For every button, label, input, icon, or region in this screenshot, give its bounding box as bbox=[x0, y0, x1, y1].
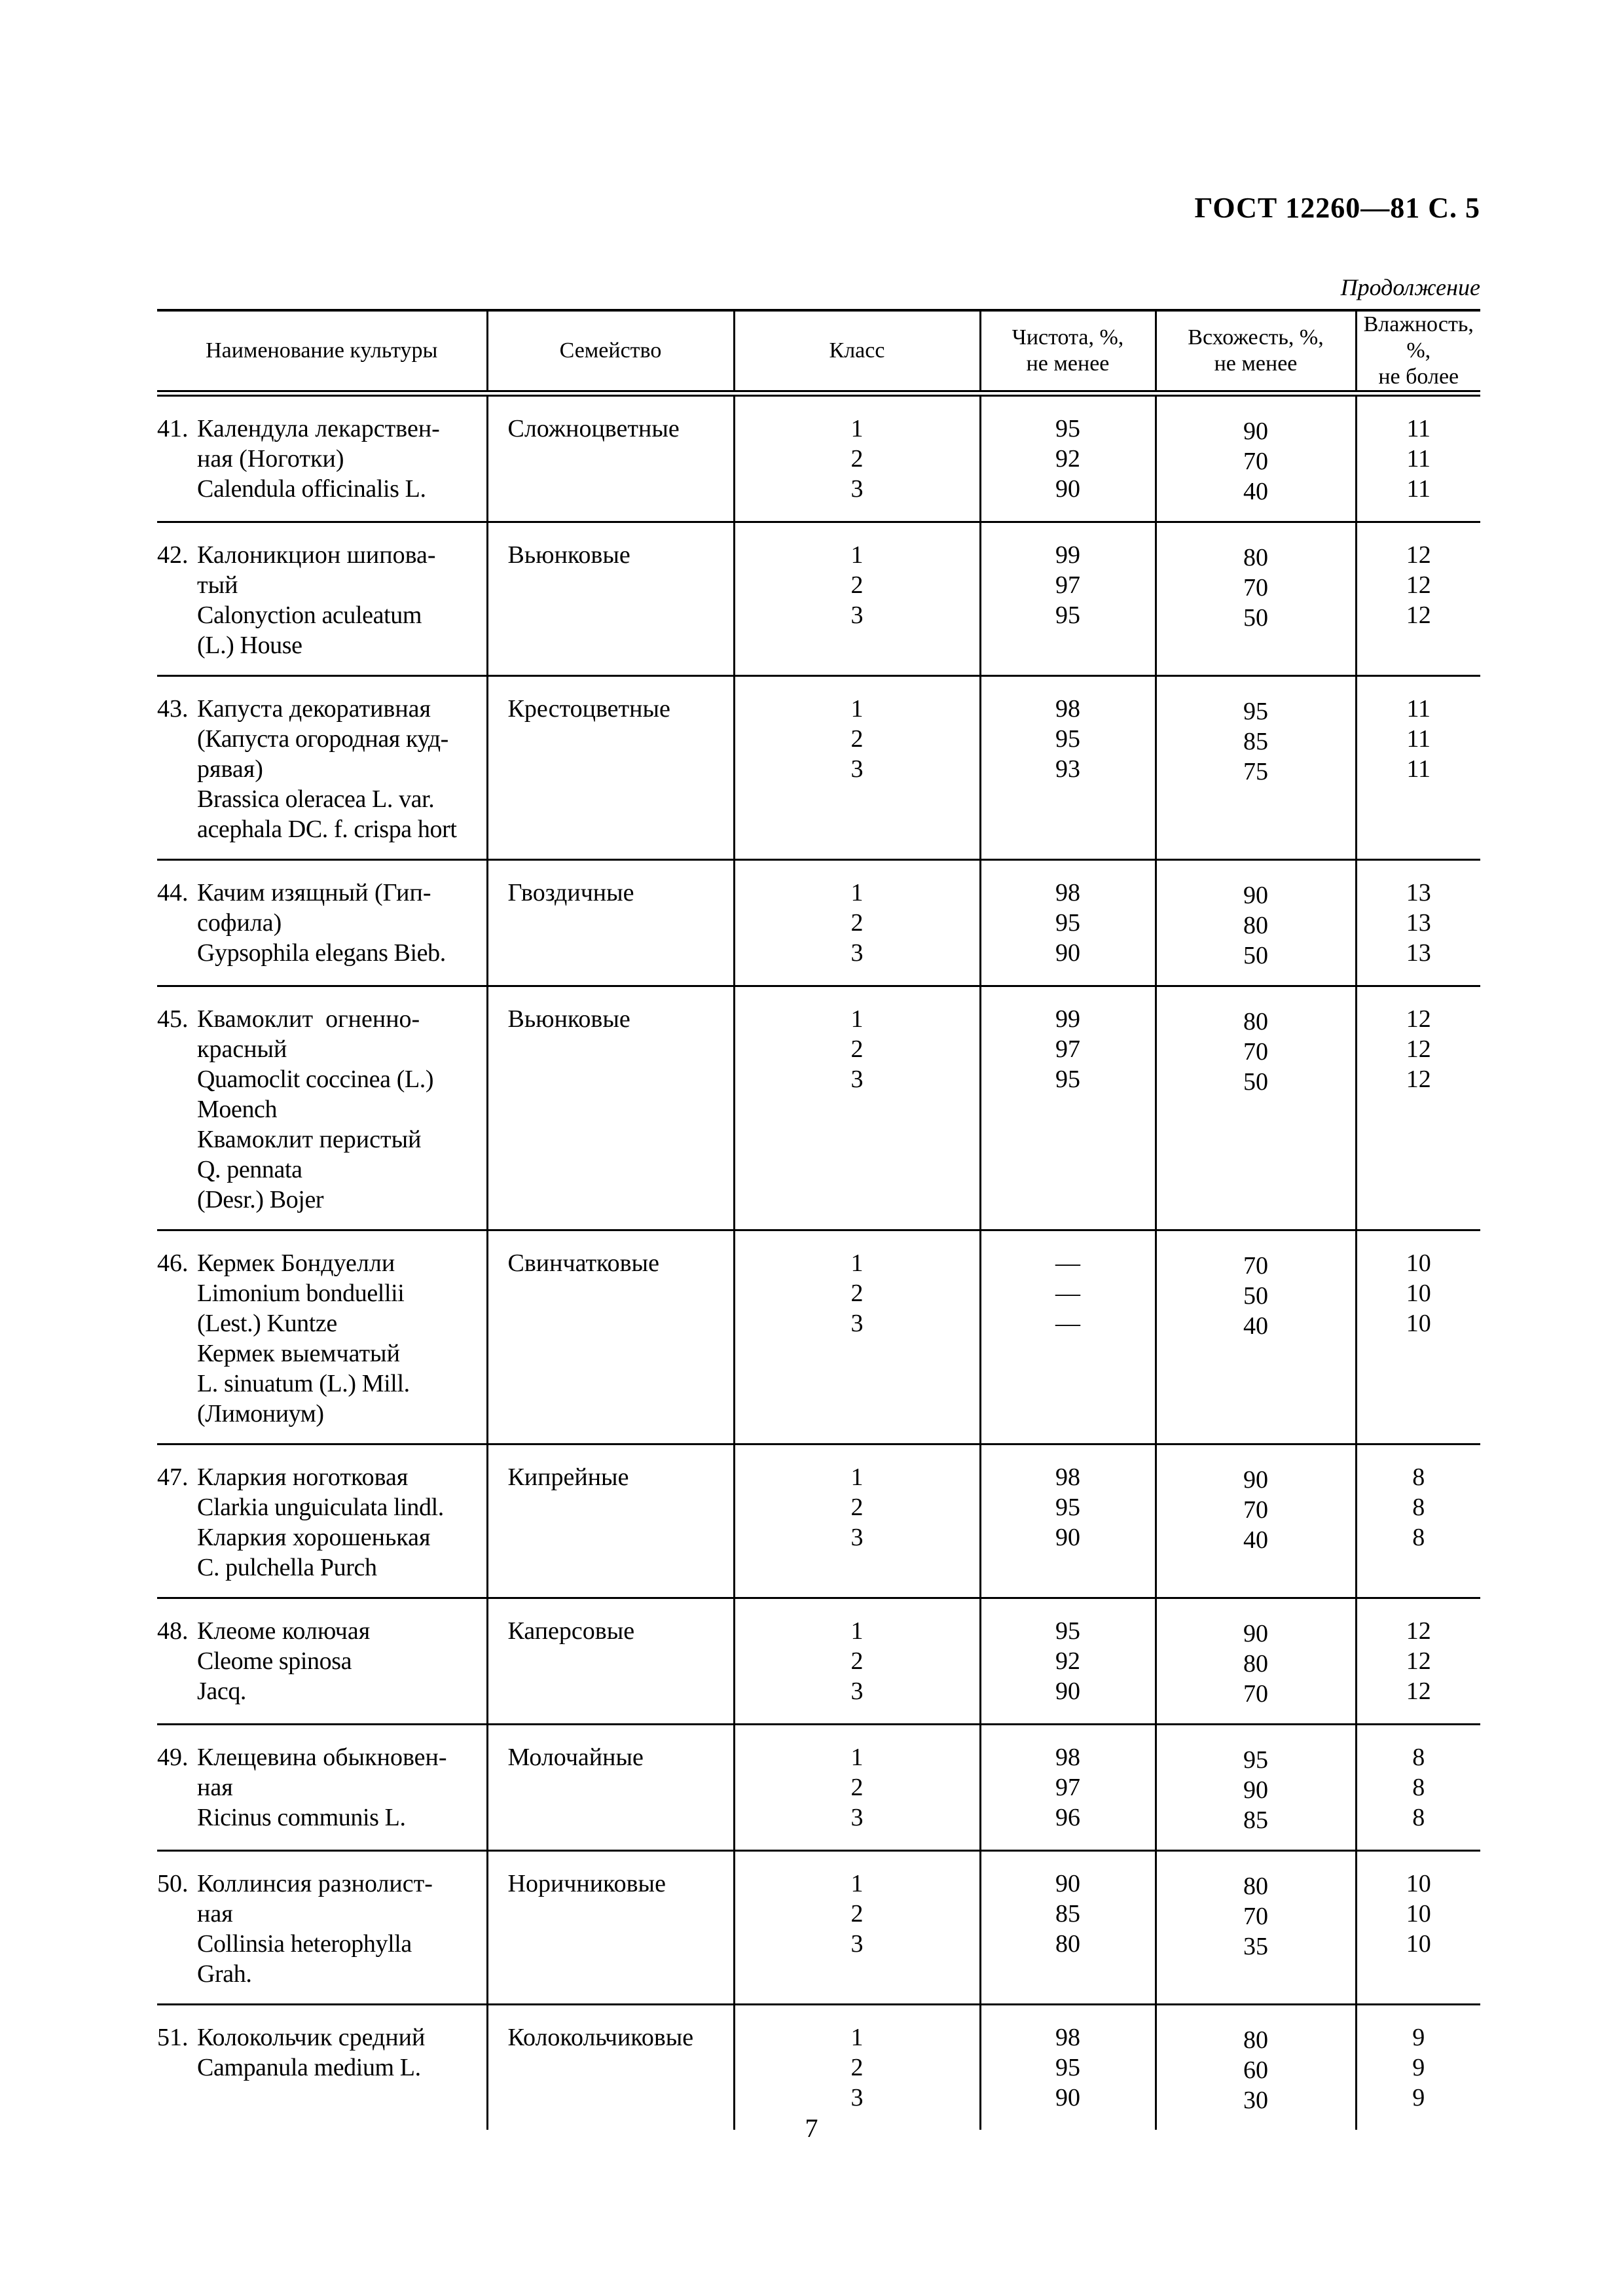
moisture-cell: 8 8 8 bbox=[1356, 1725, 1480, 1851]
table-row bbox=[157, 1444, 1480, 1598]
class-cell: 1 2 3 bbox=[734, 2005, 980, 2130]
culture-name-line: Calonyction aculeatum bbox=[197, 601, 422, 629]
culture-name-cell bbox=[157, 393, 487, 522]
column-header-class: Класс bbox=[734, 310, 980, 393]
culture-name-line: Кермек выемчатый bbox=[197, 1340, 400, 1367]
row-number: 43. bbox=[157, 695, 189, 723]
table-row bbox=[157, 986, 1480, 1230]
row-number: 48. bbox=[157, 1617, 189, 1645]
purity-cell: — — — bbox=[980, 1230, 1156, 1444]
moisture-cell: 12 12 12 bbox=[1356, 1598, 1480, 1725]
culture-name-line: ная (Ноготки) bbox=[197, 445, 344, 473]
culture-name-line: Клеоме колючая bbox=[197, 1617, 371, 1645]
culture-name-line: Кермек Бондуелли bbox=[197, 1249, 395, 1277]
culture-name-line: Ricinus communis L. bbox=[197, 1804, 406, 1831]
table-row bbox=[157, 2005, 1480, 2130]
purity-cell: 98 95 90 bbox=[980, 2005, 1156, 2130]
purity-cell: 98 97 96 bbox=[980, 1725, 1156, 1851]
row-number: 46. bbox=[157, 1249, 189, 1277]
culture-name-line: (Капуста огородная куд- bbox=[197, 725, 448, 753]
class-cell: 1 2 3 bbox=[734, 1444, 980, 1598]
family-cell: Кипрейные bbox=[487, 1444, 734, 1598]
germination-cell: 80 70 50 bbox=[1156, 986, 1356, 1230]
column-header-germination: Всхожесть, %, не менее bbox=[1156, 310, 1356, 393]
moisture-cell: 10 10 10 bbox=[1356, 1230, 1480, 1444]
family-cell: Крестоцветные bbox=[487, 676, 734, 860]
column-header-moisture: Влажность, %, не более bbox=[1356, 310, 1480, 393]
table-header-row bbox=[157, 310, 1480, 393]
culture-name-line: Cleome spinosa bbox=[197, 1647, 352, 1675]
culture-name-line: Moench bbox=[197, 1096, 278, 1123]
class-cell: 1 2 3 bbox=[734, 1725, 980, 1851]
germination-cell: 95 90 85 bbox=[1156, 1725, 1356, 1851]
purity-cell: 98 95 93 bbox=[980, 676, 1156, 860]
germination-cell: 70 50 40 bbox=[1156, 1230, 1356, 1444]
class-cell: 1 2 3 bbox=[734, 676, 980, 860]
row-number: 49. bbox=[157, 1744, 189, 1771]
germination-cell: 80 60 30 bbox=[1156, 2005, 1356, 2130]
seed-standards-table bbox=[157, 309, 1480, 2130]
culture-name-line: Коллинсия разнолист- bbox=[197, 1870, 433, 1897]
class-cell: 1 2 3 bbox=[734, 986, 980, 1230]
table-row bbox=[157, 676, 1480, 860]
continuation-label: Продолжение bbox=[1340, 274, 1480, 300]
row-number: 44. bbox=[157, 879, 189, 906]
family-cell: Каперсовые bbox=[487, 1598, 734, 1725]
row-number: 50. bbox=[157, 1870, 189, 1897]
purity-cell: 95 92 90 bbox=[980, 1598, 1156, 1725]
culture-name-line: Grah. bbox=[197, 1960, 252, 1988]
culture-name-line: Q. pennata bbox=[197, 1156, 302, 1183]
culture-name-line: Квамоклит перистый bbox=[197, 1126, 422, 1153]
table-row bbox=[157, 1230, 1480, 1444]
moisture-cell: 9 9 9 bbox=[1356, 2005, 1480, 2130]
culture-name-line: C. pulchella Purch bbox=[197, 1554, 377, 1581]
table-row bbox=[157, 1725, 1480, 1851]
germination-cell: 80 70 50 bbox=[1156, 522, 1356, 676]
culture-name-line: (Лимониум) bbox=[197, 1400, 324, 1427]
culture-name-cell bbox=[157, 2005, 487, 2130]
seed-standards-table-container bbox=[157, 309, 1480, 2112]
culture-name-line: Calendula officinalis L. bbox=[197, 475, 426, 503]
culture-name-cell bbox=[157, 986, 487, 1230]
family-cell: Вьюнковые bbox=[487, 522, 734, 676]
culture-name-line: ная bbox=[197, 1774, 233, 1801]
culture-name-line: Капуста декоративная bbox=[197, 695, 431, 723]
culture-name-line: L. sinuatum (L.) Mill. bbox=[197, 1370, 410, 1397]
culture-name-line: Campanula medium L. bbox=[197, 2054, 421, 2081]
purity-cell: 99 97 95 bbox=[980, 986, 1156, 1230]
class-cell: 1 2 3 bbox=[734, 522, 980, 676]
culture-name-line: Квамоклит огненно- bbox=[197, 1005, 420, 1033]
moisture-cell: 11 11 11 bbox=[1356, 393, 1480, 522]
moisture-cell: 8 8 8 bbox=[1356, 1444, 1480, 1598]
culture-name-line: (L.) House bbox=[197, 632, 302, 659]
germination-cell: 90 80 50 bbox=[1156, 860, 1356, 986]
table-row bbox=[157, 393, 1480, 522]
family-cell: Молочайные bbox=[487, 1725, 734, 1851]
column-header-family: Семейство bbox=[487, 310, 734, 393]
row-number: 45. bbox=[157, 1005, 189, 1033]
culture-name-cell bbox=[157, 676, 487, 860]
table-row bbox=[157, 1851, 1480, 2005]
culture-name-cell bbox=[157, 1230, 487, 1444]
culture-name-line: (Desr.) Bojer bbox=[197, 1186, 324, 1213]
moisture-cell: 13 13 13 bbox=[1356, 860, 1480, 986]
culture-name-line: Brassica oleracea L. var. bbox=[197, 785, 435, 813]
class-cell: 1 2 3 bbox=[734, 1851, 980, 2005]
purity-cell: 90 85 80 bbox=[980, 1851, 1156, 2005]
class-cell: 1 2 3 bbox=[734, 1598, 980, 1725]
culture-name-line: Калоникцион шипова- bbox=[197, 541, 436, 569]
culture-name-line: Кларкия хорошенькая bbox=[197, 1524, 431, 1551]
culture-name-cell bbox=[157, 1444, 487, 1598]
culture-name-line: Gypsophila elegans Bieb. bbox=[197, 939, 446, 967]
culture-name-line: Календула лекарствен- bbox=[197, 415, 440, 442]
column-header-culture: Наименование культуры bbox=[157, 310, 487, 393]
row-number: 42. bbox=[157, 541, 189, 569]
table-row bbox=[157, 522, 1480, 676]
family-cell: Свинчатковые bbox=[487, 1230, 734, 1444]
class-cell: 1 2 3 bbox=[734, 860, 980, 986]
culture-name-line: софила) bbox=[197, 909, 282, 937]
moisture-cell: 11 11 11 bbox=[1356, 676, 1480, 860]
culture-name-line: Клещевина обыкновен- bbox=[197, 1744, 447, 1771]
table-row bbox=[157, 1598, 1480, 1725]
table-row bbox=[157, 860, 1480, 986]
family-cell: Гвоздичные bbox=[487, 860, 734, 986]
culture-name-line: Collinsia heterophylla bbox=[197, 1930, 412, 1958]
family-cell: Норичниковые bbox=[487, 1851, 734, 2005]
moisture-cell: 12 12 12 bbox=[1356, 522, 1480, 676]
germination-cell: 90 70 40 bbox=[1156, 393, 1356, 522]
germination-cell: 90 70 40 bbox=[1156, 1444, 1356, 1598]
culture-name-cell bbox=[157, 860, 487, 986]
purity-cell: 98 95 90 bbox=[980, 860, 1156, 986]
culture-name-line: Clarkia unguiculata lindl. bbox=[197, 1494, 444, 1521]
culture-name-line: красный bbox=[197, 1035, 287, 1063]
culture-name-cell bbox=[157, 1598, 487, 1725]
family-cell: Сложноцветные bbox=[487, 393, 734, 522]
culture-name-line: Quamoclit coccinea (L.) bbox=[197, 1066, 434, 1093]
column-header-purity: Чистота, %, не менее bbox=[980, 310, 1156, 393]
culture-name-line: Колокольчик средний bbox=[197, 2024, 426, 2051]
row-number: 51. bbox=[157, 2024, 189, 2051]
purity-cell: 98 95 90 bbox=[980, 1444, 1156, 1598]
culture-name-line: Кларкия ноготковая bbox=[197, 1463, 409, 1491]
culture-name-line: Limonium bonduellii bbox=[197, 1280, 405, 1307]
family-cell: Вьюнковые bbox=[487, 986, 734, 1230]
culture-name-cell bbox=[157, 1725, 487, 1851]
culture-name-line: (Lest.) Kuntze bbox=[197, 1310, 337, 1337]
purity-cell: 95 92 90 bbox=[980, 393, 1156, 522]
row-number: 47. bbox=[157, 1463, 189, 1491]
class-cell: 1 2 3 bbox=[734, 1230, 980, 1444]
germination-cell: 95 85 75 bbox=[1156, 676, 1356, 860]
culture-name-line: Качим изящный (Гип- bbox=[197, 879, 431, 906]
document-header: ГОСТ 12260—81 С. 5 bbox=[1194, 192, 1480, 224]
culture-name-line: acephala DC. f. crispa hort bbox=[197, 816, 457, 843]
family-cell: Колокольчиковые bbox=[487, 2005, 734, 2130]
culture-name-line: Jacq. bbox=[197, 1677, 247, 1705]
row-number: 41. bbox=[157, 415, 189, 442]
culture-name-line: ная bbox=[197, 1900, 233, 1928]
culture-name-cell bbox=[157, 522, 487, 676]
germination-cell: 80 70 35 bbox=[1156, 1851, 1356, 2005]
moisture-cell: 10 10 10 bbox=[1356, 1851, 1480, 2005]
culture-name-line: рявая) bbox=[197, 755, 263, 783]
moisture-cell: 12 12 12 bbox=[1356, 986, 1480, 1230]
culture-name-cell bbox=[157, 1851, 487, 2005]
culture-name-line: тый bbox=[197, 571, 238, 599]
purity-cell: 99 97 95 bbox=[980, 522, 1156, 676]
page-number: 7 bbox=[805, 2113, 818, 2143]
germination-cell: 90 80 70 bbox=[1156, 1598, 1356, 1725]
class-cell: 1 2 3 bbox=[734, 393, 980, 522]
